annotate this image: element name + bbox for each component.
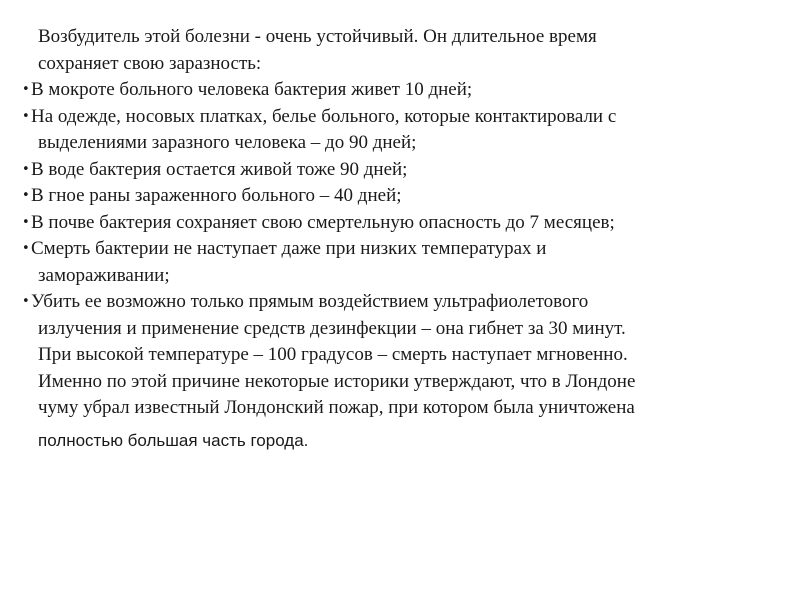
list-item: [22, 210, 782, 237]
list-item-text-continued: выделениями заразного человека – до 90 дней;: [38, 132, 417, 153]
list-item-text: Смерть бактерии не наступает даже при низких температурах и: [31, 238, 547, 259]
closing-paragraph: [22, 342, 782, 454]
bullet-dot-icon: •: [22, 294, 30, 309]
list-item: [22, 104, 782, 157]
list-item: [22, 289, 782, 342]
list-item-text-continued: замораживании;: [38, 264, 170, 286]
closing-line-4: полностью большая часть города.: [38, 430, 309, 450]
list-item-text: Убить ее возможно только прямым воздействием ультрафиолетового: [31, 291, 589, 312]
closing-line-1: При высокой температуре – 100 градусов – смерть наступает мгновенно.: [38, 344, 628, 365]
list-item-text: На одежде, носовых платках, белье больного, которые контактировали с: [31, 105, 617, 127]
bullet-dot-icon: •: [22, 241, 30, 256]
closing-line-2: Именно по этой причине некоторые историки утверждают, что в Лондоне: [38, 370, 636, 392]
list-item-text: В почве бактерия сохраняет свою смертельную опасность до 7 месяцев;: [31, 211, 615, 233]
intro-line-2: сохраняет свою заразность:: [38, 52, 262, 74]
list-item: [22, 236, 782, 289]
closing-line-3: чуму убрал известный Лондонский пожар, при котором была уничтожена: [38, 397, 635, 418]
list-item-text-continued: излучения и применение средств дезинфекции – она гибнет за 30 минут.: [38, 317, 626, 339]
bullet-dot-icon: •: [22, 214, 30, 230]
bullet-dot-icon: •: [22, 161, 30, 177]
bullet-dot-icon: •: [22, 188, 30, 203]
bullet-dot-icon: •: [22, 108, 30, 124]
list-item: [22, 183, 782, 210]
list-item: [22, 157, 782, 184]
bullet-list: [22, 77, 782, 342]
list-item-text: В мокроте больного человека бактерия живет 10 дней;: [31, 79, 473, 100]
list-item-text: В гное раны зараженного больного – 40 дней;: [31, 185, 402, 206]
list-item: [22, 77, 782, 104]
bullet-dot-icon: •: [22, 82, 30, 97]
intro-line-1: Возбудитель этой болезни - очень устойчивый. Он длительное время: [38, 26, 597, 47]
list-item-text: В воде бактерия остается живой тоже 90 дней;: [31, 158, 408, 180]
slide-text-block: [22, 24, 782, 454]
intro-paragraph: [22, 24, 782, 77]
